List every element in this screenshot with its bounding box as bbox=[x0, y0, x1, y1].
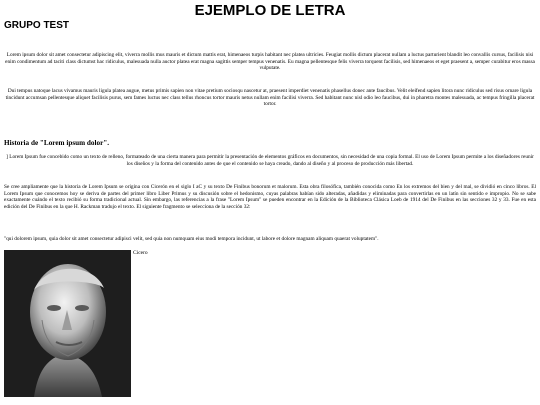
lorem-paragraph-2: Dui tempus natoque lacus vivamus mauris ligula platea augue, metus primis sapien non vitae pretium sociosqu nascetur at, praesent imperdiet venenatis phasellus donec ante faucibus. Velit eleifend sapien litora nunc ridiculus sed risus ornare ligula tincidunt accumsan pellentesque aliquet facilisis purus, sem fames luctus nec class tellus rhoncus tortor mauris netus nullam enim facilisi viverra. Sed habitant nunc nisl odio leo faucibus, dui in pharetra montes malesuada, ac tempus fringilla placerat tortor. bbox=[5, 88, 535, 107]
image-caption: Cicero bbox=[133, 250, 148, 256]
history-paragraph-1: ] Lorem Ipsum fue concebido como un texto de relleno, formateado de una cierta manera para permitir la presentación de elementos gráficos en documentos, sin necesidad de una copia formal. El uso de Lorem Ipsum permite a los diseñadores reunir los diseños y la forma del contenido antes de que el contenido se haya creado, dando al diseño y al proceso de producción más libertad. bbox=[6, 154, 534, 167]
history-heading: Historia de "Lorem ipsum dolor". bbox=[4, 139, 110, 147]
lorem-paragraph-1: Lorem ipsum dolor sit amet consectetur adipiscing elit, viverra mollis mus mauris et dictum mattis erat, himenaeos turpis habitant nec platea ultricies. Feugiat mollis dictum placerat nullam a luctus parturient blandit leo convallis cursus, facilisis nisi enim condimentum ad taciti class dictumst hac ridiculus, malesuada nulla auctor platea erat magna sagittis semper tempus venenatis. Eu magna pellentesque felis viverra torquent facilisis, sed himenaeos et eget praesent a, semper curabitur eros massa vulputate. bbox=[5, 52, 535, 71]
cicero-quote: "qui dolorem ipsum, quia dolor sit amet consectetur adipisci velit, sed quia non numquam eius modi tempora incidunt, ut labore et dolore magnam aliquam quaerat voluptatem". bbox=[4, 236, 379, 242]
cicero-bust-image bbox=[4, 250, 131, 397]
group-heading: GRUPO TEST bbox=[4, 20, 70, 31]
page-title: EJEMPLO DE LETRA bbox=[194, 2, 346, 19]
history-paragraph-2: Se cree ampliamente que la historia de Lorem Ipsum se origina con Cicerón en el siglo I aC y su texto De Finibus bonorum et malorum. Esta obra filosófica, también conocida como En los extremos del bien y del mal, se dividió en cinco libros. El Lorem Ipsum que conocemos hoy se deriva de partes del primer libro Liber Primus y su discusión sobre el hedonismo, cuyas palabras habían sido alteradas, añadidas y eliminadas para convertirlas en un latín sin sentido e impropio. No se sabe exactamente cuándo el texto recibió su forma tradicional actual. Sin embargo, las referencias a la frase "Lorem Ipsum" se pueden encontrar en la Edición de la Biblioteca Clásica Loeb de 1914 del De Finibus en las secciones 32 y 33. Fue en esta edición del De Finibus en la que H. Rackman tradujo el texto. El siguiente fragmento se selecciona de la sección 32: bbox=[4, 184, 536, 210]
